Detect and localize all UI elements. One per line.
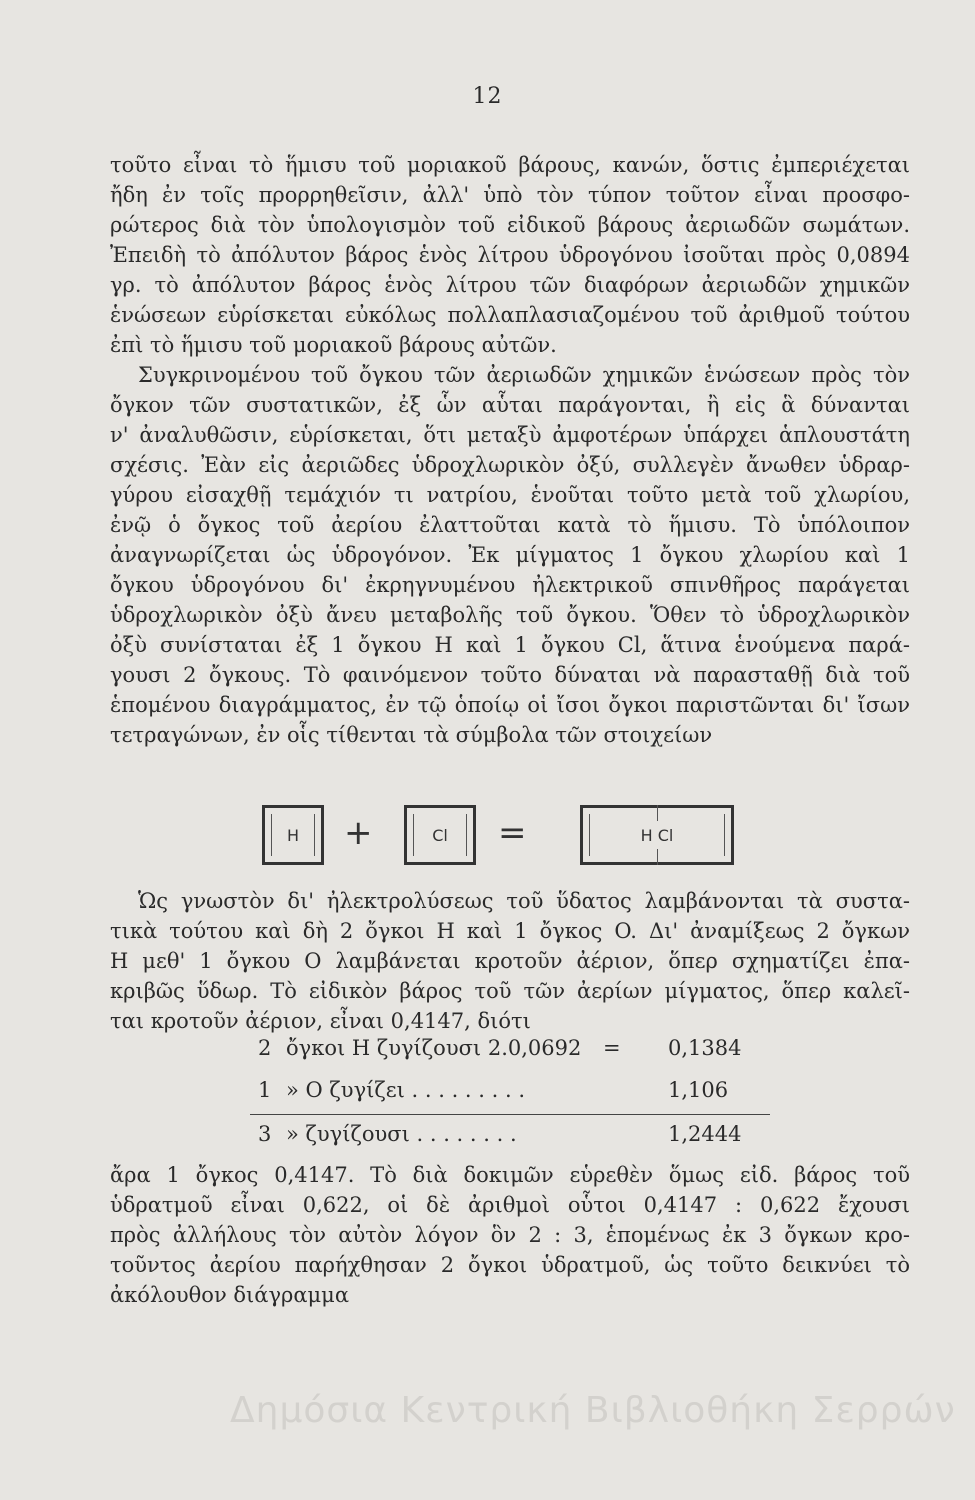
text-line: ται κροτοῦν ἀέριον, εἶναι 0,4147, διότι — [110, 1009, 531, 1033]
text-block-bottom — [110, 1160, 910, 1310]
text-line: γουσι 2 ὄγκους. Τὸ φαινόμενον τοῦτο δύναται νὰ παρασταθῇ διὰ τοῦ — [110, 663, 910, 687]
text-block-middle — [110, 886, 910, 1036]
calc-row — [258, 1122, 768, 1152]
calc-result: 1,2444 — [668, 1122, 742, 1146]
chlorine-symbol: Cl — [432, 825, 448, 845]
text-line: ἄρα 1 ὄγκος 0,4147. Τὸ διὰ δοκιμῶν εὑρεθὲν ὅμως εἰδ. βάρος τοῦ — [110, 1163, 910, 1187]
text-line: Ἐπειδὴ τὸ ἀπόλυτον βάρος ἑνὸς λίτρου ὑδρογόνου ἰσοῦται πρὸς 0,0894 — [110, 243, 910, 267]
text-line: ρώτερος διὰ τὸν ὑπολογισμὸν τοῦ εἰδικοῦ βάρους ἀεριωδῶν σωμάτων. — [110, 213, 910, 237]
chlorine-box — [404, 805, 476, 865]
calc-qty: 3 — [258, 1122, 272, 1146]
calc-result: 1,106 — [668, 1078, 729, 1102]
text-line: ἑπομένου διαγράμματος, ἐν τῷ ὁποίῳ οἱ ἴσοι ὄγκοι παριστῶνται δι' ἴσων — [110, 693, 910, 717]
text-line: ἤδη ἐν τοῖς προρρηθεῖσιν, ἀλλ' ὑπὸ τὸν τύπον τοῦτον εἶναι προσφο- — [110, 183, 910, 207]
text-line: ὀξὺ συνίσταται ἐξ 1 ὄγκου H καὶ 1 ὄγκου Cl, ἅτινα ἑνούμενα παρά- — [110, 633, 910, 657]
text-line: ὄγκου ὑδρογόνου δι' ἐκρηγνυμένου ἠλεκτρικοῦ σπινθῆρος παράγεται — [110, 573, 910, 597]
text-line: πρὸς ἀλλήλους τὸν αὐτὸν λόγον ὃν 2 : 3, ἑπομένως ἐκ 3 ὄγκων κρο- — [110, 1223, 910, 1247]
calc-result: 0,1384 — [668, 1036, 742, 1060]
calc-qty: 2 — [258, 1036, 272, 1060]
calc-qty: 1 — [258, 1078, 272, 1102]
text-line: Συγκρινομένου τοῦ ὄγκου τῶν ἀεριωδῶν χημικῶν ἑνώσεων πρὸς τὸν — [138, 363, 910, 387]
text-line: τοῦτο εἶναι τὸ ἥμισυ τοῦ μοριακοῦ βάρους, κανών, ὅστις ἐμπεριέχεται — [110, 153, 910, 177]
text-line: γύρου εἰσαχθῇ τεμάχιόν τι νατρίου, ἑνοῦται τοῦτο μετὰ τοῦ χλωρίου, — [110, 483, 910, 507]
hydrochloric-acid-symbol: H Cl — [640, 825, 674, 845]
text-line: τετραγώνων, ἐν οἷς τίθενται τὰ σύμβολα τῶν στοιχείων — [110, 723, 713, 747]
calc-row — [258, 1078, 768, 1108]
page-number: 12 — [472, 84, 503, 109]
calc-sum-rule — [250, 1114, 770, 1115]
hydrogen-box — [262, 805, 324, 865]
equals-sign: = — [498, 813, 527, 853]
calc-desc: » O ζυγίζει . . . . . . . . . — [286, 1078, 525, 1102]
text-line: ὑδροχλωρικὸν ὀξὺ ἄνευ μεταβολῆς τοῦ ὄγκου. Ὅθεν τὸ ὑδροχλωρικὸν — [110, 603, 910, 627]
text-line: ἀναγνωρίζεται ὡς ὑδρογόνον. Ἐκ μίγματος 1 ὄγκου χλωρίου καὶ 1 — [110, 543, 910, 567]
calc-op: = — [603, 1036, 621, 1060]
text-line: ἑνώσεων εὑρίσκεται εὐκόλως πολλαπλασιαζομένου τοῦ ἀριθμοῦ τούτου — [110, 303, 910, 327]
calc-row — [258, 1036, 768, 1066]
text-line: H μεθ' 1 ὄγκου O λαμβάνεται κροτοῦν ἀέριον, ὅπερ σχηματίζει ἐπα- — [110, 949, 910, 973]
text-line: κριβῶς ὕδωρ. Τὸ εἰδικὸν βάρος τοῦ τῶν ἀερίων μίγματος, ὅπερ καλεῖ- — [110, 979, 910, 1003]
text-line: ἀκόλουθον διάγραμμα — [110, 1283, 350, 1307]
calc-desc: » ζυγίζουσι . . . . . . . . — [286, 1122, 517, 1146]
calc-desc: ὄγκοι H ζυγίζουσι 2.0,0692 — [286, 1036, 582, 1060]
plus-sign: + — [344, 813, 373, 853]
text-line: ἐνῷ ὁ ὄγκος τοῦ ἀερίου ἐλαττοῦται κατὰ τὸ ἥμισυ. Τὸ ὑπόλοιπον — [110, 513, 910, 537]
text-line: ὑδρατμοῦ εἶναι 0,622, οἱ δὲ ἀριθμοὶ οὗτοι 0,4147 : 0,622 ἔχουσι — [110, 1193, 910, 1217]
text-line: γρ. τὸ ἀπόλυτον βάρος ἑνὸς λίτρου τῶν διαφόρων ἀεριωδῶν χημικῶν — [110, 273, 910, 297]
library-watermark: Δημόσια Κεντρική Βιβλιοθήκη Σερρών — [230, 1390, 956, 1431]
text-line: τοῦντος ἀερίου παρήχθησαν 2 ὄγκοι ὑδρατμοῦ, ὡς τοῦτο δεικνύει τὸ — [110, 1253, 910, 1277]
text-block-top — [110, 150, 910, 750]
text-line: ν' ἀναλυθῶσιν, εὑρίσκεται, ὅτι μεταξὺ ἀμφοτέρων ὑπάρχει ἁπλουστάτη — [110, 423, 910, 447]
hydrogen-symbol: H — [286, 825, 300, 845]
text-line: Ὡς γνωστὸν δι' ἠλεκτρολύσεως τοῦ ὕδατος λαμβάνονται τὰ συστα- — [138, 889, 910, 913]
text-line: σχέσις. Ἐὰν εἰς ἀεριῶδες ὑδροχλωρικὸν ὀξύ, συλλεγὲν ἄνωθεν ὑδραρ- — [110, 453, 910, 477]
text-line: ὄγκον τῶν συστατικῶν, ἐξ ὧν αὗται παράγονται, ἢ εἰς ἃ δύνανται — [110, 393, 910, 417]
text-line: ἐπὶ τὸ ἥμισυ τοῦ μοριακοῦ βάρους αὐτῶν. — [110, 333, 557, 357]
hydrochloric-acid-box — [580, 805, 734, 865]
text-line: τικὰ τούτου καὶ δὴ 2 ὄγκοι H καὶ 1 ὄγκος O. Δι' ἀναμίξεως 2 ὄγκων — [110, 919, 910, 943]
volume-diagram — [262, 805, 742, 870]
